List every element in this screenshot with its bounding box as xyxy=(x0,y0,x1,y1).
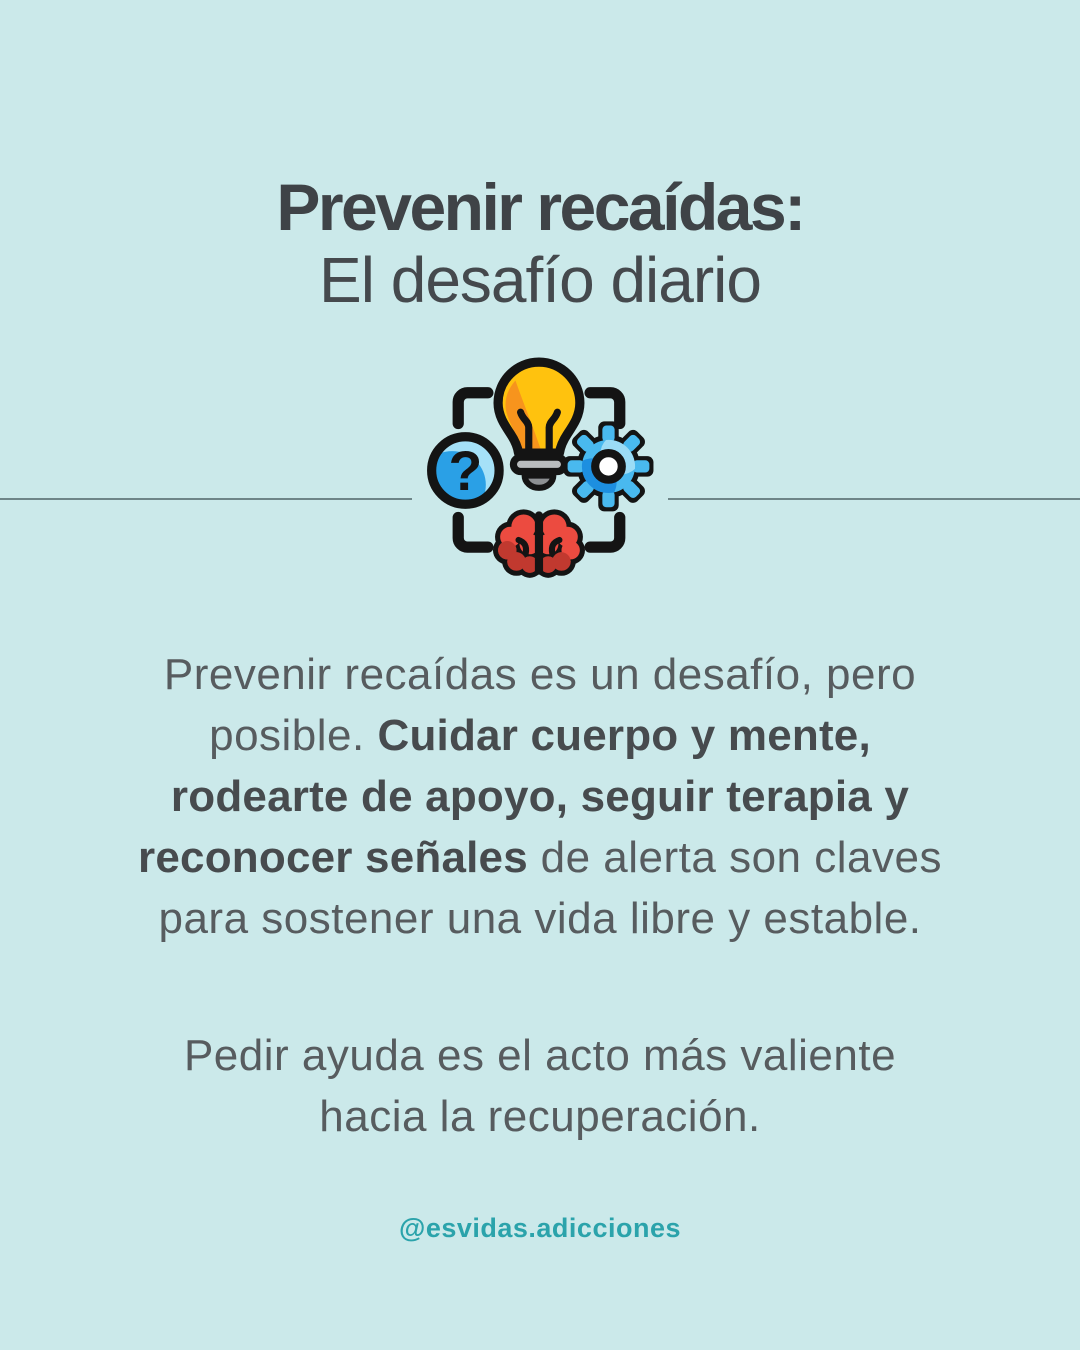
text-line xyxy=(0,705,1080,766)
text-segment: hacia la recuperación. xyxy=(319,1092,761,1141)
instagram-handle: @esvidas.adicciones xyxy=(399,1213,681,1243)
mind-process-illustration xyxy=(412,348,668,594)
text-line xyxy=(0,766,1080,827)
text-segment: posible. xyxy=(209,711,378,760)
title-line-1: Prevenir recaídas: xyxy=(276,170,804,244)
svg-text:?: ? xyxy=(448,439,483,502)
text-line xyxy=(0,888,1080,949)
bold-text-segment: Cuidar cuerpo y mente, xyxy=(377,711,871,760)
footer xyxy=(0,1213,1080,1244)
text-segment: Prevenir recaídas es un desafío, pero xyxy=(163,650,917,699)
text-line xyxy=(0,827,1080,888)
gear-icon xyxy=(564,421,654,511)
text-line xyxy=(0,1086,1080,1147)
title-line-2: El desafío diario xyxy=(319,244,761,316)
brain-icon xyxy=(493,509,585,577)
bold-text-segment: rodearte de apoyo, seguir terapia y xyxy=(170,772,910,821)
post-title xyxy=(0,170,1080,316)
text-line xyxy=(0,1025,1080,1086)
text-segment: para sostener una vida libre y estable. xyxy=(158,894,922,943)
bold-text-segment: reconocer señales xyxy=(138,833,528,882)
text-segment: de alerta son claves xyxy=(527,833,942,882)
question-mark-icon xyxy=(424,437,499,519)
body-text xyxy=(0,644,1080,1147)
text-line xyxy=(0,644,1080,705)
text-segment: Pedir ayuda es el acto más valiente xyxy=(183,1031,897,1080)
paragraph xyxy=(0,1025,1080,1147)
paragraph xyxy=(0,644,1080,949)
mind-process-icon xyxy=(424,356,656,586)
